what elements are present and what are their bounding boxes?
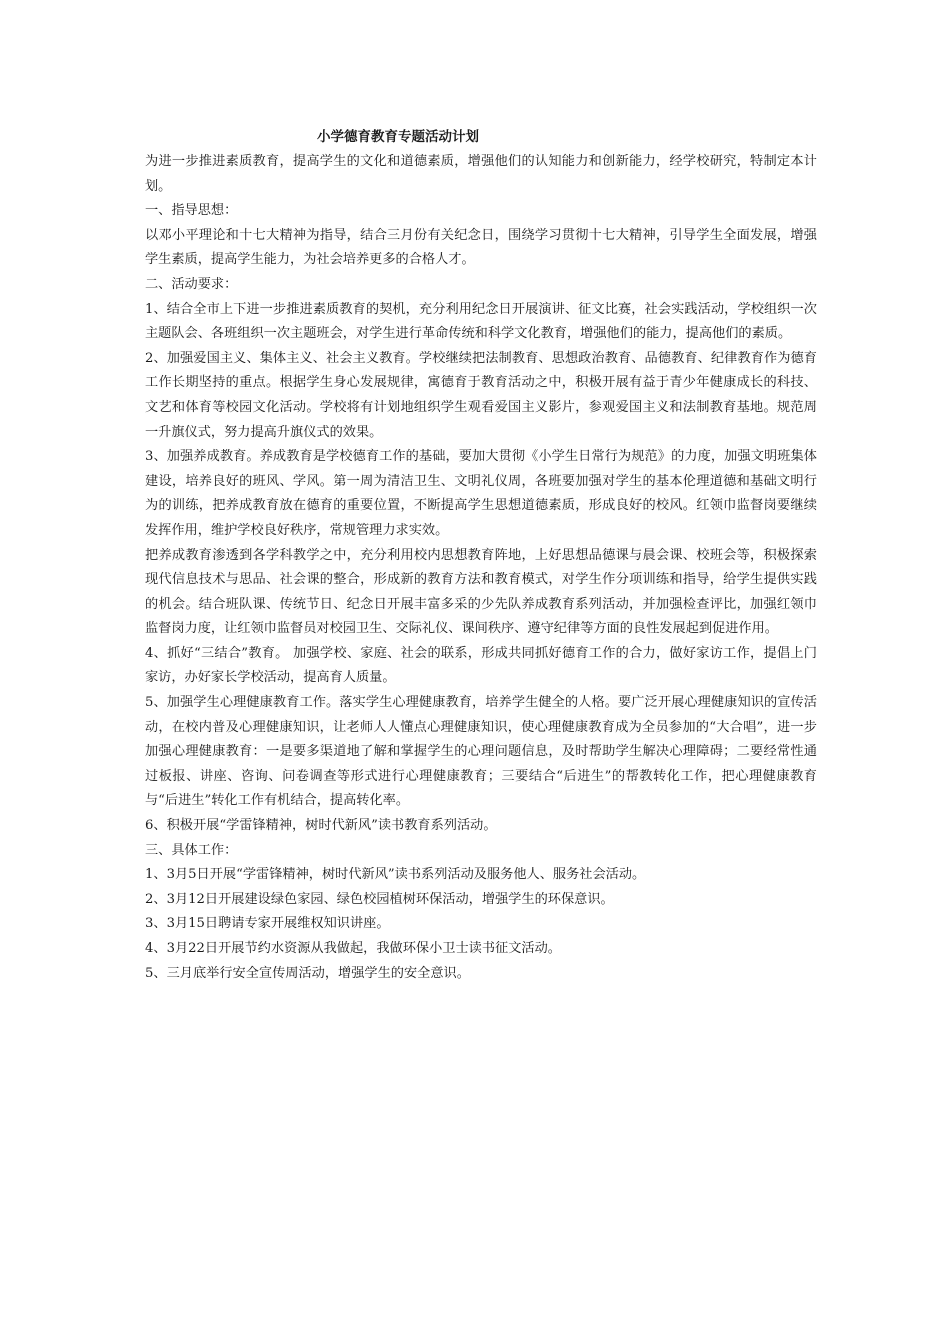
section-heading-requirements: 二、活动要求： [145,276,238,292]
requirement-item-4: 4、抓好“三结合”教育。 加强学校、家庭、社会的联系，形成共同抓好德育工作的合力，做好家访工作，提倡上门家访，办好家长学校活动，提高育人质量。 [145,645,817,686]
work-item-2: 2、3月12日开展建设绿色家园、绿色校园植树环保活动，增强学生的环保意识。 [145,891,614,907]
requirement-item-2: 2、加强爱国主义、集体主义、社会主义教育。学校继续把法制教育、思想政治教育、品德教育、纪律教育作为德育工作长期坚持的重点。根据学生身心发展规律，寓德育于教育活动之中，积极开展有益于青少年健康成长的科技、文艺和体育等校园文化活动。学校将有计划地组织学生观看爱国主义影片，参观爱国主义和法制教育基地。规范周一升旗仪式，努力提高升旗仪式的效果。 [145,350,817,440]
section-heading-guiding-thought: 一、指导思想： [145,203,238,219]
requirement-item-6: 6、积极开展“学雷锋精神，树时代新风”读书教育系列活动。 [145,818,497,834]
requirement-item-5: 5、加强学生心理健康教育工作。落实学生心理健康教育，培养学生健全的人格。要广泛开展心理健康知识的宣传活动，在校内普及心理健康知识，让老师人人懂点心理健康知识，使心理健康教育成为全员参加的“大合唱”，进一步加强心理健康教育：一是要多渠道地了解和掌握学生的心理问题信息，及时帮助学生解决心理障碍；二要经常性通过板报、讲座、咨询、问卷调查等形式进行心理健康教育；三要结合“后进生”的帮教转化工作，把心理健康教育与“后进生”转化工作有机结合，提高转化率。 [145,695,817,809]
work-item-1: 1、3月5日开展“学雷锋精神，树时代新风”读书系列活动及服务他人、服务社会活动。 [145,867,646,883]
intro-paragraph: 为进一步推进素质教育，提高学生的文化和道德素质，增强他们的认知能力和创新能力，经学校研究，特制定本计划。 [145,154,817,194]
work-item-3: 3、3月15日聘请专家开展维权知识讲座。 [145,916,390,932]
section-heading-specific-work: 三、具体工作： [145,842,238,858]
document-body [145,124,817,986]
document-title: 小学德育教育专题活动计划 [317,129,479,145]
work-item-5: 5、三月底举行安全宣传周活动，增强学生的安全意识。 [145,965,470,981]
guiding-thought-paragraph: 以邓小平理论和十七大精神为指导，结合三月份有关纪念日，围绕学习贯彻十七大精神，引导学生全面发展，增强学生素质，提高学生能力，为社会培养更多的合格人才。 [145,227,817,268]
requirement-item-1: 1、结合全市上下进一步推进素质教育的契机，充分利用纪念日开展演讲、征文比赛，社会实践活动，学校组织一次主题队会、各班组织一次主题班会，对学生进行革命传统和科学文化教育，增强他们的能力，提高他们的素质。 [145,301,817,342]
requirement-item-3-continued: 把养成教育渗透到各学科教学之中，充分利用校内思想教育阵地，上好思想品德课与晨会课、校班会等，积极探索现代信息技术与思品、社会课的整合，形成新的教育方法和教育模式，对学生作分项训练和指导，给学生提供实践的机会。结合班队课、传统节日、纪念日开展丰富多采的少先队养成教育系列活动，并加强检查评比，加强红领巾监督岗力度，让红领巾监督员对校园卫生、交际礼仪、课间秩序、遵守纪律等方面的良性发展起到促进作用。 [145,547,817,637]
requirement-item-3: 3、加强养成教育。养成教育是学校德育工作的基础，要加大贯彻《小学生日常行为规范》的力度，加强文明班集体建设，培养良好的班风、学风。第一周为清洁卫生、文明礼仪周，各班要加强对学生的基本伦理道德和基础文明行为的训练，把养成教育放在德育的重要位置，不断提高学生思想道德素质，形成良好的校风。红领巾监督岗要继续发挥作用，维护学校良好秩序，常规管理力求实效。 [145,449,817,538]
work-item-4: 4、3月22日开展节约水资源从我做起，我做环保小卫士读书征文活动。 [145,941,561,956]
